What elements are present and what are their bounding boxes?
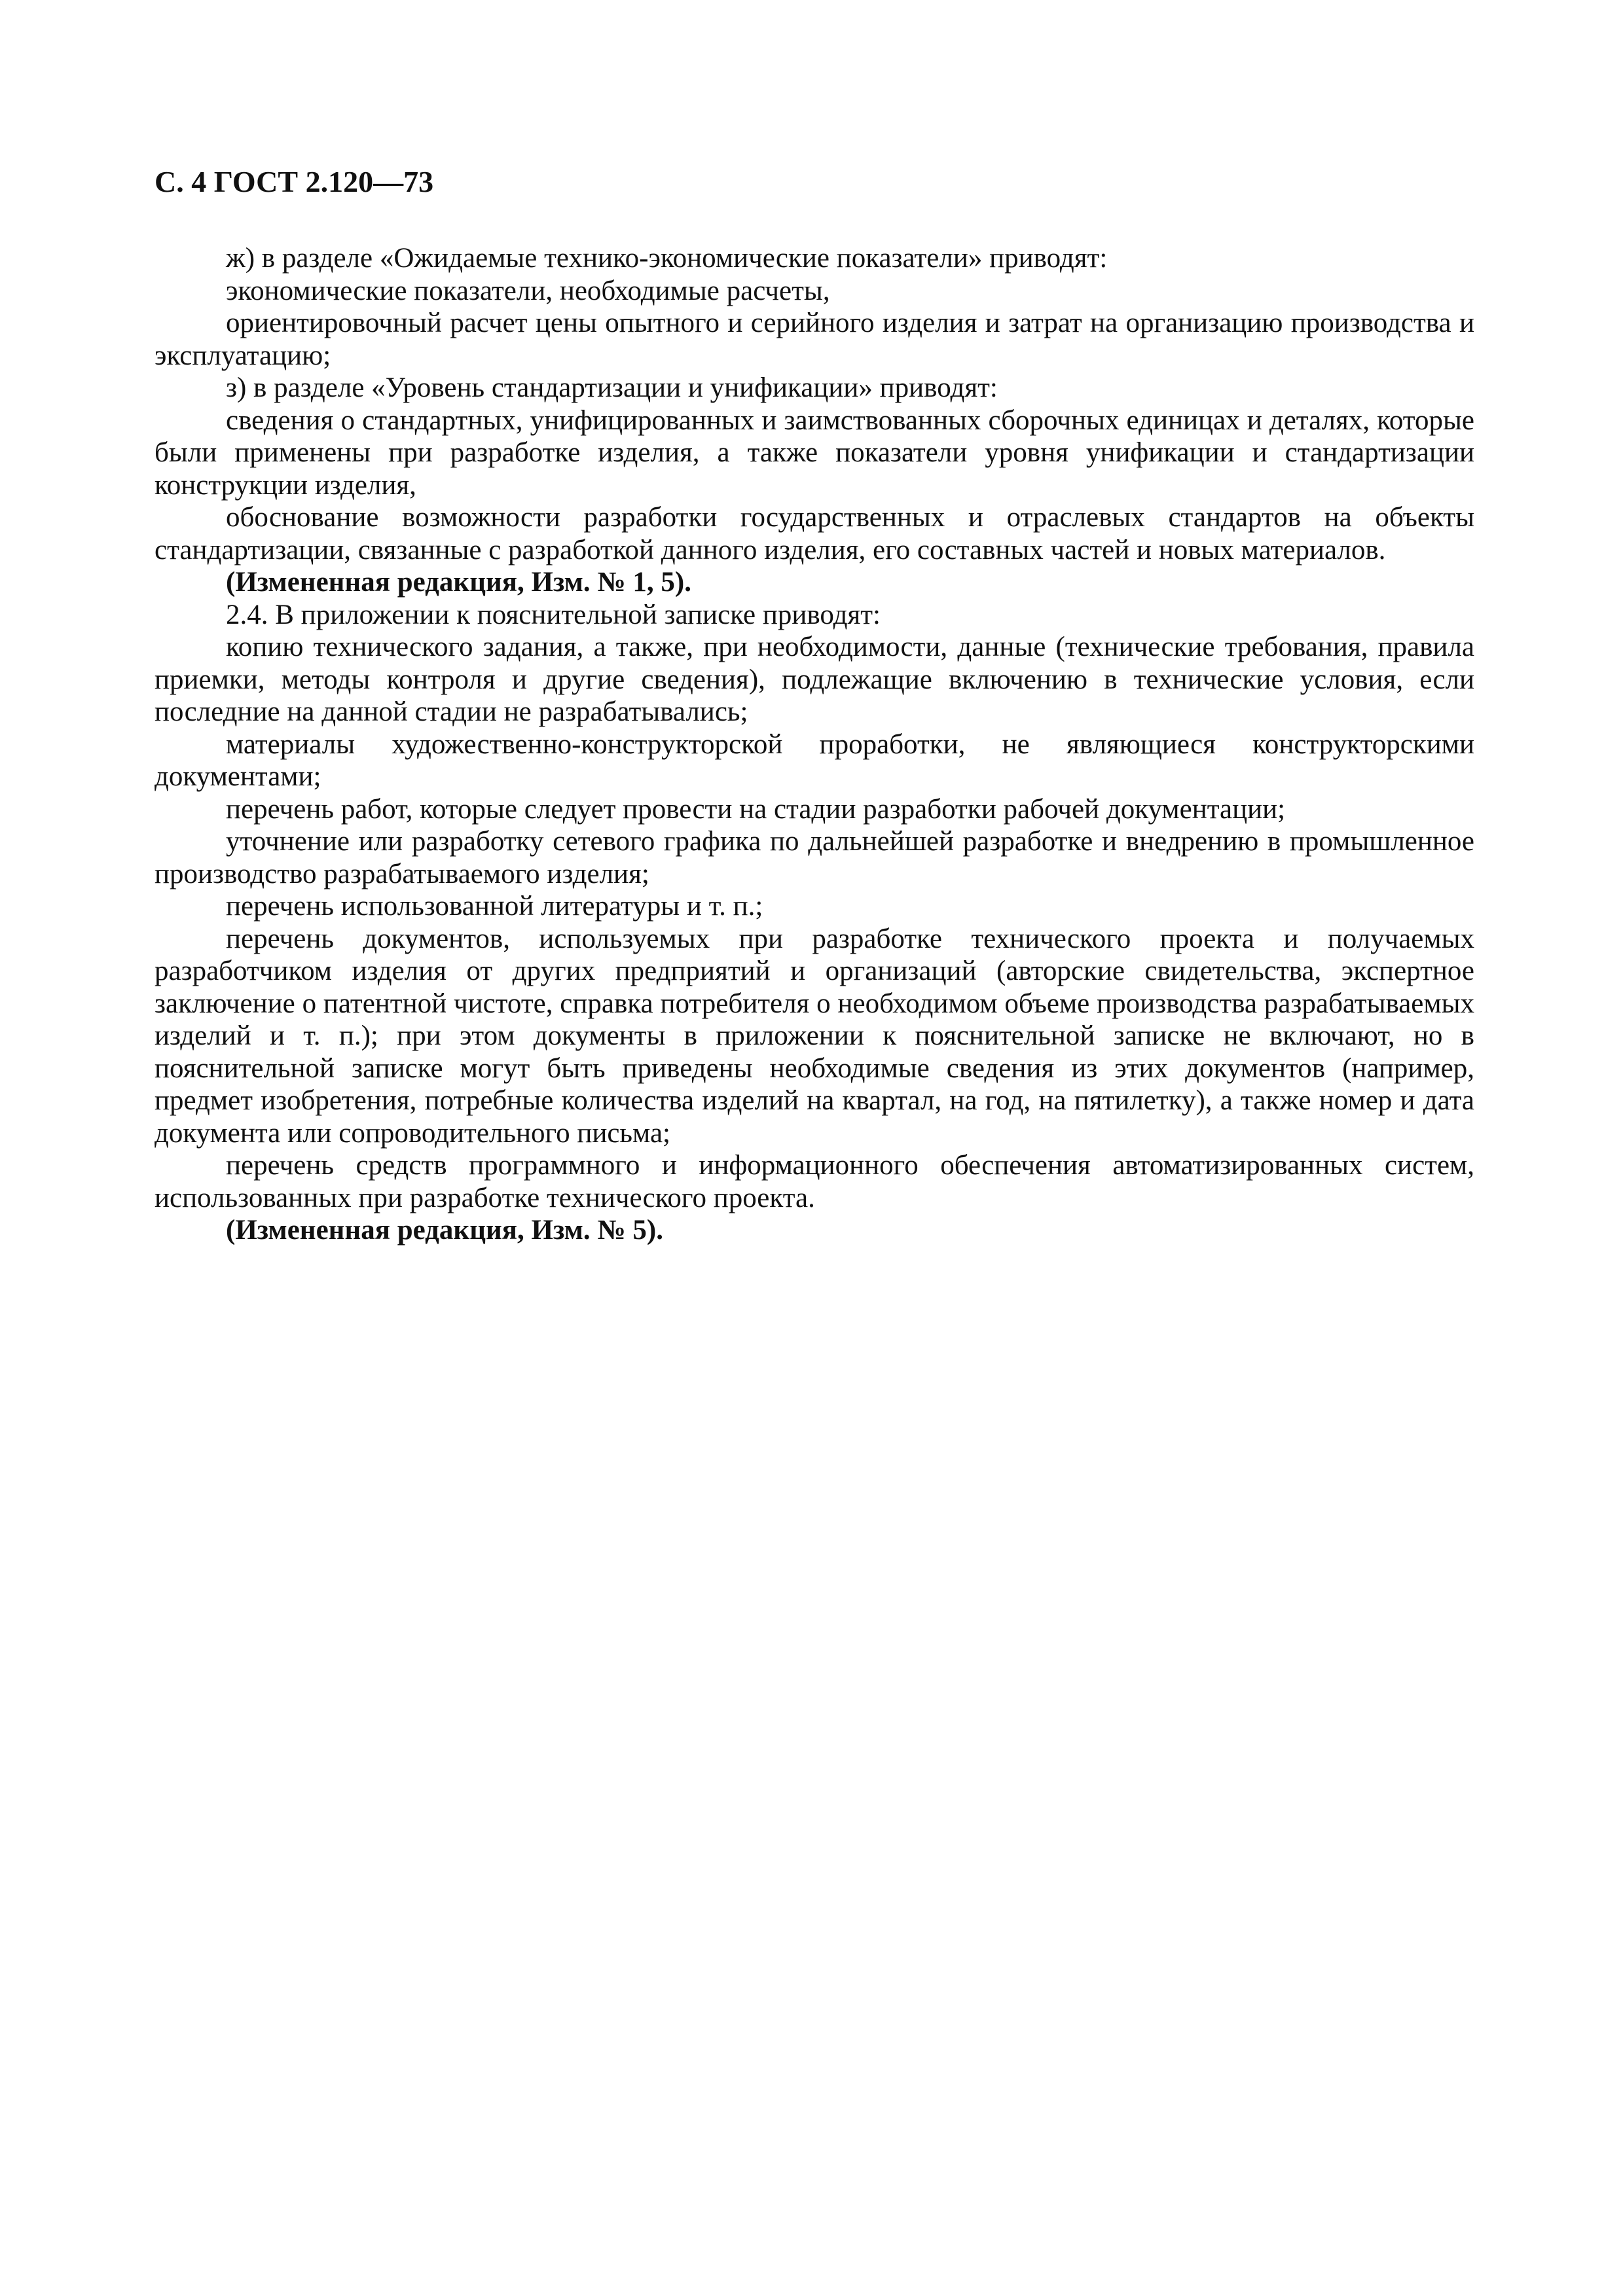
section-heading-2-4: 2.4. В приложении к пояснительной записке приводят: (226, 599, 881, 630)
amendment-note: (Измененная редакция, Изм. № 5). (226, 1215, 663, 1246)
paragraph: обоснование возможности разработки государственных и отраслевых стандартов на объекты стандартизации, связанные с разработкой данного изделия, его составных частей и новых материалов. (155, 502, 1474, 565)
amendment-note: (Измененная редакция, Изм. № 1, 5). (226, 567, 691, 598)
paragraph: материалы художественно-конструкторской проработки, не являющиеся конструкторскими документами; (155, 728, 1474, 792)
paragraph: перечень средств программного и информационного обеспечения автоматизированных систем, использованных при разработке технического проекта. (155, 1150, 1474, 1213)
paragraph: экономические показатели, необходимые расчеты, (226, 275, 830, 306)
document-body (155, 242, 1474, 1247)
paragraph: сведения о стандартных, унифицированных и заимствованных сборочных единицах и деталях, которые были применены при разработке изделия, а также показатели уровня унификации и стандартизации конструкции изделия, (155, 404, 1474, 501)
paragraph: ориентировочный расчет цены опытного и серийного изделия и затрат на организацию производства и эксплуатацию; (155, 308, 1474, 371)
paragraph: перечень документов, используемых при разработке технического проекта и получаемых разработчиком изделия от других предприятий и организаций (авторские свидетельства, экспертное заключение о патентной чистоте, справка потребителя о необходимом объеме производства разрабатываемых изделий и т. п.); при этом документы в приложении к пояснительной записке не включают, но в пояснительной записке могут быть приведены необходимые сведения из этих документов (например, предмет изобретения, потребные количества изделий на квартал, на год, на пятилетку), а также номер и дата документа или сопроводительного письма; (155, 923, 1474, 1149)
paragraph: перечень работ, которые следует провести на стадии разработки рабочей документации; (226, 793, 1286, 825)
paragraph: ж) в разделе «Ожидаемые технико-экономические показатели» приводят: (226, 243, 1108, 274)
paragraph: з) в разделе «Уровень стандартизации и унификации» приводят: (226, 372, 998, 403)
running-header: С. 4 ГОСТ 2.120—73 (155, 165, 434, 198)
paragraph: перечень использованной литературы и т. п.; (226, 891, 763, 922)
paragraph: копию технического задания, а также, при необходимости, данные (технические требования, правила приемки, методы контроля и другие сведения), подлежащие включению в технические условия, если последние на данной стадии не разрабатывались; (155, 632, 1474, 727)
paragraph: уточнение или разработку сетевого графика по дальнейшей разработке и внедрению в промышленное производство разрабатываемого изделия; (155, 826, 1474, 889)
